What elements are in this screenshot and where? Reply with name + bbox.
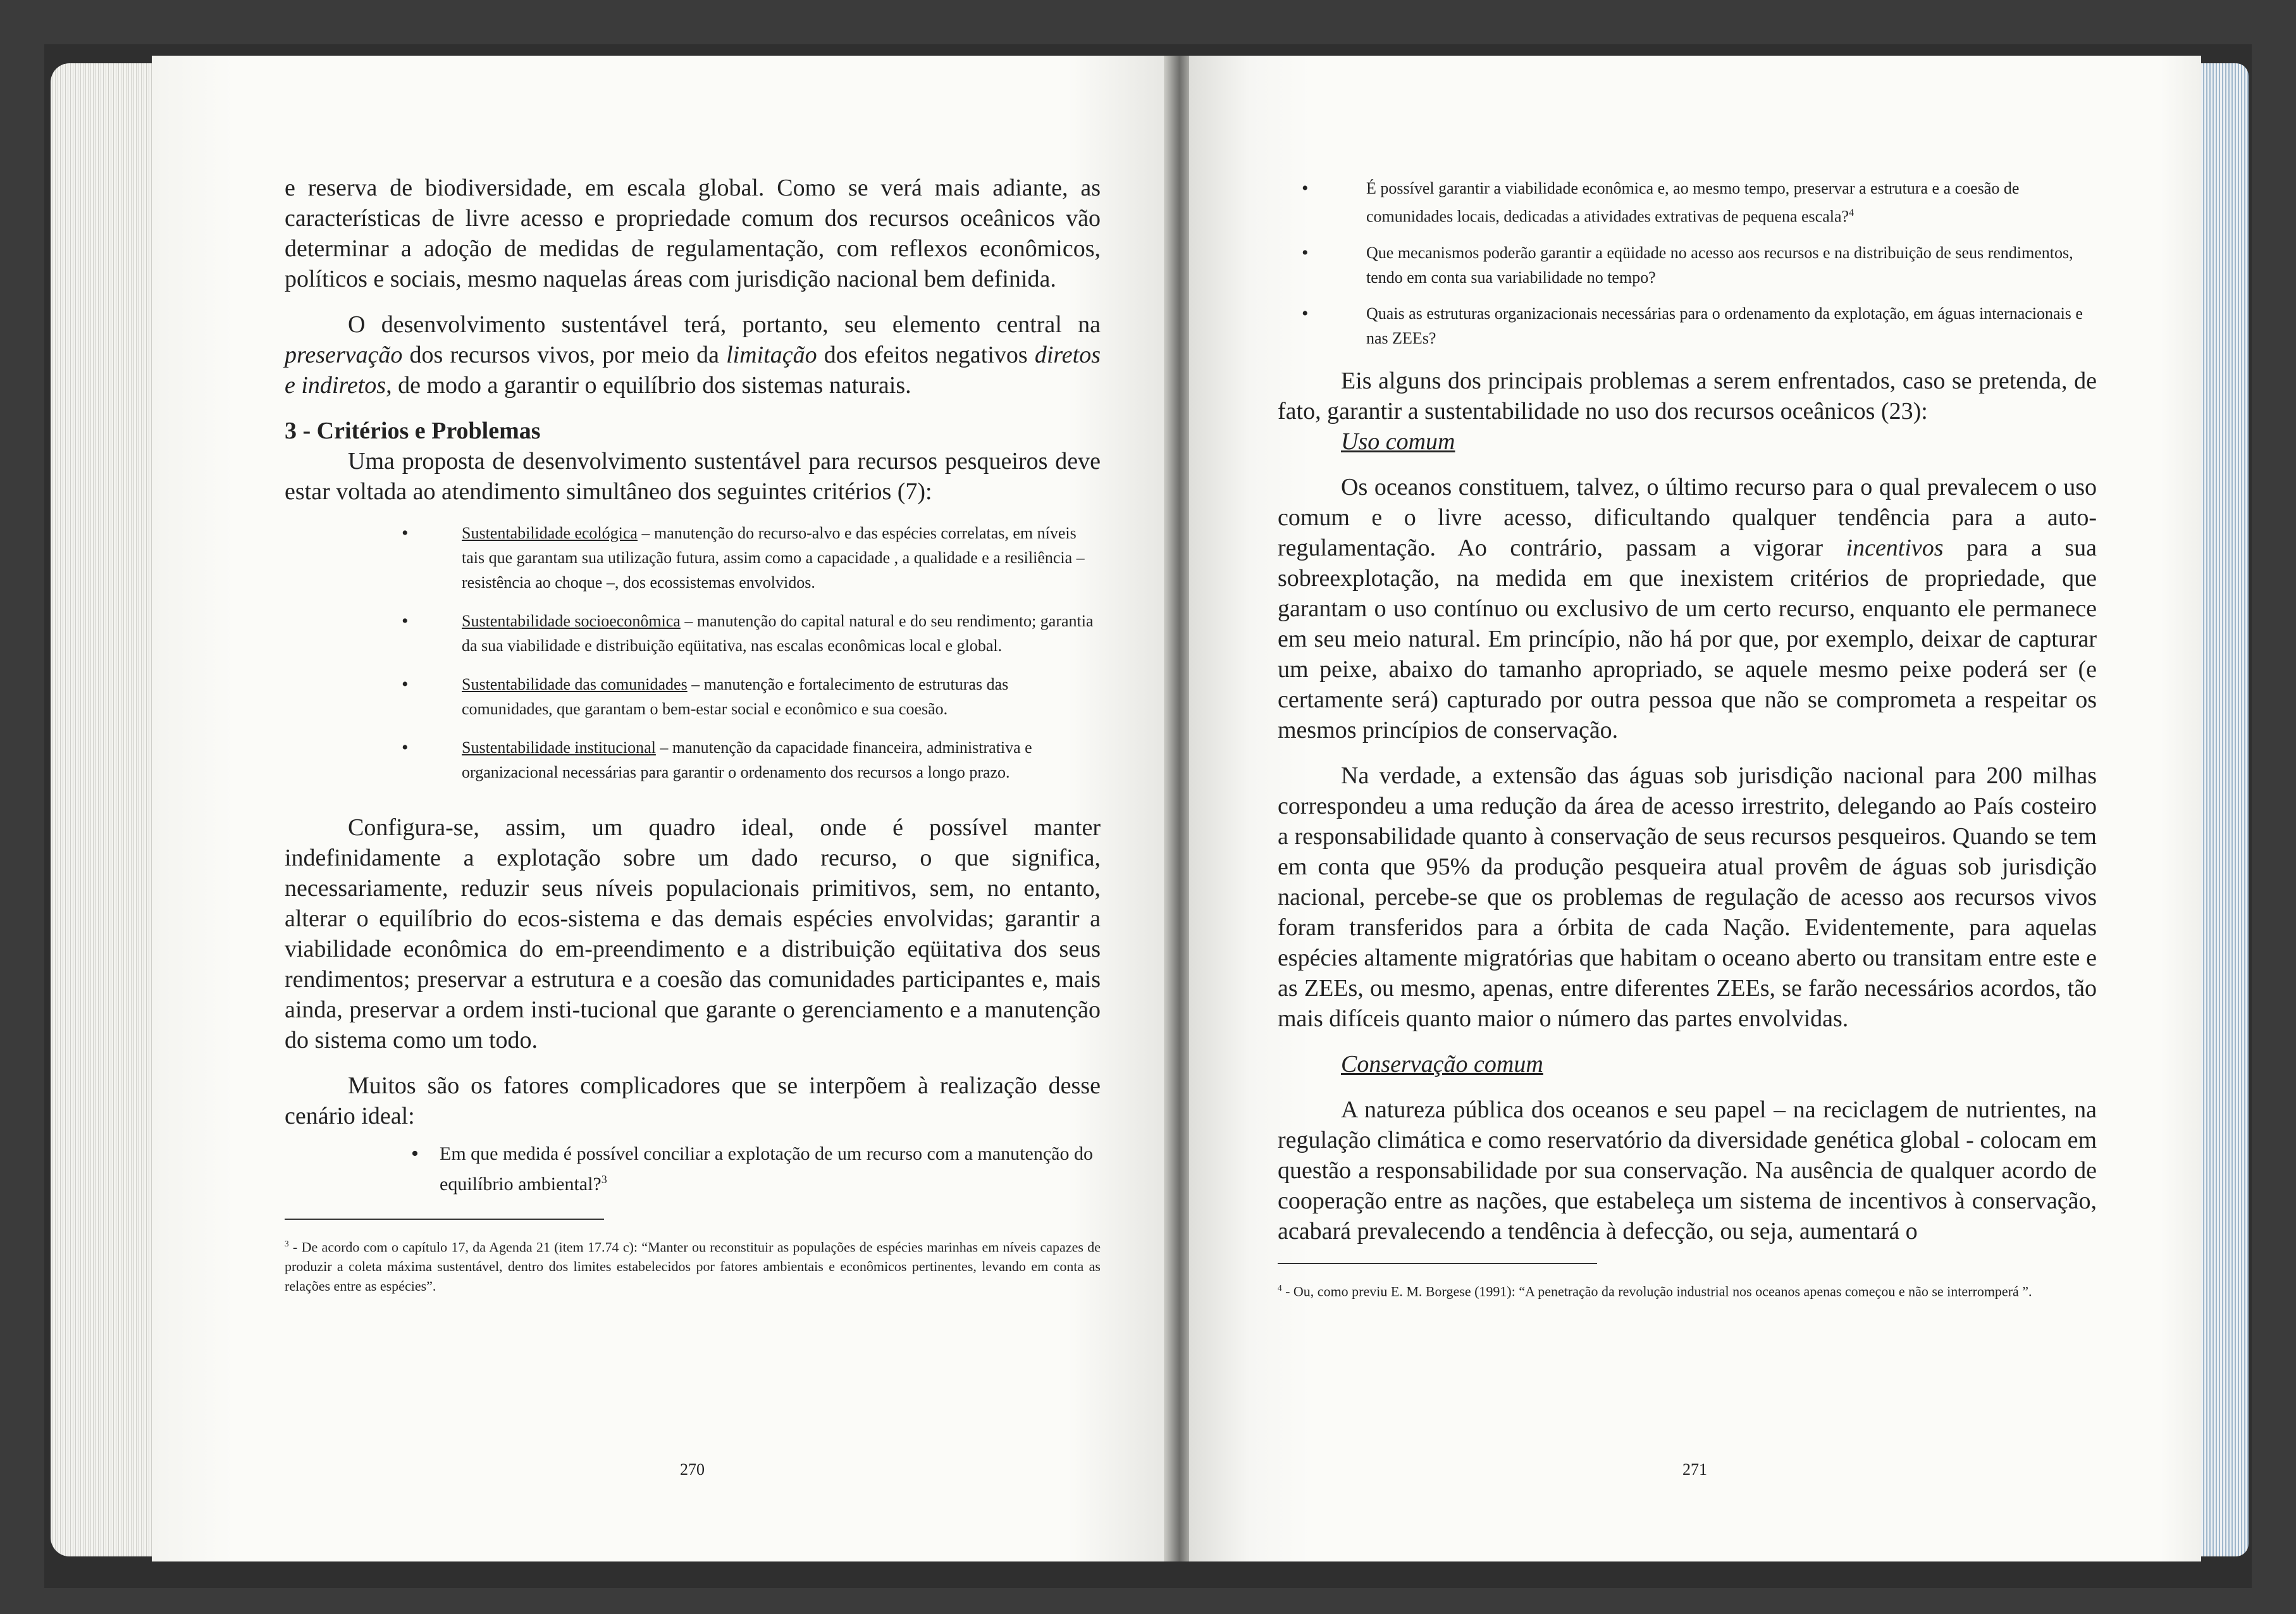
list-item: • Sustentabilidade socioeconômica – manutenção do capital natural e do seu rendimento; garantia da sua viabilidade e distribuição eqüitativa, nas escalas econômicas local e global. (285, 609, 1101, 658)
footnote: $^3$ - De acordo com o capítulo 17, da Agenda 21 (item 17.74 c): “Manter ou reconstituir as populações de espécies marinhas em níveis capazes de produzir a coleta máxima sustentável, dentro dos limites estabelecidos por fatores ambientais e econômicos pertinentes, levando em conta as relações entre as espécies”. (285, 1239, 1101, 1294)
page-number: 271 (1682, 1460, 1707, 1479)
footnote: $^4$ - Ou, como previu E. M. Borgese (1991): “A penetração da revolução industrial nos oceanos apenas começou e não se interromperá ”. (1278, 1282, 2032, 1299)
list-item: • Quais as estruturas organizacionais necessárias para o ordenamento da explotação, em águas internacionais e nas ZEEs? (1278, 301, 2097, 351)
list-item: • É possível garantir a viabilidade econômica e, ao mesmo tempo, preservar a estrutura e a coesão de comunidades locais, dedicadas a atividades extrativas de pequena escala?$^4$ (1278, 176, 2097, 229)
right-page-edges (2195, 63, 2249, 1556)
list-item: • Que mecanismos poderão garantir a eqüidade no acesso aos recursos e na distribuição de seus rendimentos, tendo em conta sua variabilidade no tempo? (1278, 240, 2097, 290)
right-page-text (1278, 176, 2097, 1301)
paragraph: Os oceanos constituem, talvez, o último recurso para o qual prevalecem o uso comum e o livre acesso, dificultando qualquer tendência para a auto-regulamentação. Ao contrário, passam a vigorar incentivos para a sua sobreexplotação, na medida em que inexistem critérios de propriedade, que garantam o uso contínuo ou exclusivo de um certo recurso, enquanto ele permanece em seu meio natural. Em princípio, não há por que, por exemplo, deixar de capturar um peixe, abaixo do tamanho apropriado, se aquele mesmo peixe poderá ser (e certamente será) capturado por outra pessoa que não se comprometa a respeitar os mesmos princípios de conservação. (1278, 473, 2097, 743)
left-page-text (285, 173, 1101, 1296)
left-page (152, 56, 1170, 1561)
paragraph: Configura-se, assim, um quadro ideal, onde é possível manter indefinidamente a explotação sobre um dado recurso, o que significa, necessariamente, reduzir seus níveis populacionais primitivos, sem, no entanto, alterar o equilíbrio do ecos-sistema e das demais espécies envolvidas; garantir a viabilidade econômica do em-preendimento e a distribuição eqüitativa dos seus rendimentos; preservar a estrutura e a coesão das comunidades participantes e, mais ainda, preservar a ordem insti-tucional que garante o gerenciamento e a manutenção do sistema como um todo. (285, 814, 1101, 1053)
paragraph: Eis alguns dos principais problemas a serem enfrentados, caso se pretenda, de fato, garantir a sustentabilidade no uso dos recursos oceânicos (23): (1278, 367, 2097, 425)
footnote-rule (285, 1219, 604, 1220)
subheading: Uso comum (1341, 428, 1455, 455)
criteria-list (285, 521, 1101, 785)
footnote-rule (1278, 1263, 1597, 1264)
subheading: Conservação comum (1341, 1050, 1543, 1077)
paragraph: Na verdade, a extensão das águas sob jurisdição nacional para 200 milhas correspondeu a uma redução da área de acesso irrestrito, delegando ao País costeiro a responsabilidade quanto à conservação de seus recursos pesqueiros. Quando se tem em conta que 95% da produção pesqueira atual provêm de águas sob jurisdição nacional, percebe-se que os problemas de regulação de acesso aos recursos vivos foram transferidos para a órbita de cada Nação. Evidentemente, para aquelas espécies altamente migratórias que habitam o oceano aberto ou transitam entre este e as ZEEs, ou mesmo, apenas, entre diferentes ZEEs, se farão necessários acordos, tão mais difíceis quanto maior o número das partes envolvidas. (1278, 762, 2097, 1032)
list-item: • Sustentabilidade das comunidades – manutenção e fortalecimento de estruturas das comunidades, que garantam o bem-estar social e econômico e sua coesão. (285, 672, 1101, 721)
paragraph: Muitos são os fatores complicadores que se interpõem à realização desse cenário ideal: (285, 1072, 1101, 1129)
right-page (1189, 56, 2201, 1561)
list-item: • Em que medida é possível conciliar a explotação de um recurso com a manutenção do equilíbrio ambiental?$^3$ (285, 1141, 1101, 1197)
paragraph: A natureza pública dos oceanos e seu papel – na reciclagem de nutrientes, na regulação climática e como reservatório da diversidade genética global - colocam em questão a responsabilidade por sua conservação. Na ausência de qualquer acordo de cooperação entre as nações, que estabeleça um sistema de incentivos à conservação, acabará prevalecendo a tendência à defecção, ou seja, aumentará o (1278, 1096, 2097, 1245)
question-list (1278, 176, 2097, 351)
list-item: • Sustentabilidade institucional – manutenção da capacidade financeira, administrativa e organizacional necessárias para garantir o ordenamento dos recursos a longo prazo. (285, 735, 1101, 785)
paragraph: O desenvolvimento sustentável terá, portanto, seu elemento central na preservação dos recursos vivos, por meio da limitação dos efeitos negativos diretos e indiretos, de modo a garantir o equilíbrio dos sistemas naturais. (285, 311, 1101, 399)
paragraph: Uma proposta de desenvolvimento sustentável para recursos pesqueiros deve estar voltada ao atendimento simultâneo dos seguintes critérios (7): (285, 448, 1101, 505)
list-item: • Sustentabilidade ecológica – manutenção do recurso-alvo e das espécies correlatas, em níveis tais que garantam sua utilização futura, assim como a capacidade , a qualidade e a resiliência – resistência ao choque –, dos ecossistemas envolvidos. (285, 521, 1101, 595)
section-heading: 3 - Critérios e Problemas (285, 418, 541, 444)
question-list (285, 1141, 1101, 1197)
paragraph: e reserva de biodiversidade, em escala global. Como se verá mais adiante, as características de livre acesso e propriedade comum dos recursos oceânicos vão determinar a adoção de medidas de regulamentação, com reflexos econômicos, políticos e sociais, mesmo naquelas áreas com jurisdição nacional bem definida. (285, 175, 1101, 292)
page-number: 270 (680, 1460, 705, 1479)
